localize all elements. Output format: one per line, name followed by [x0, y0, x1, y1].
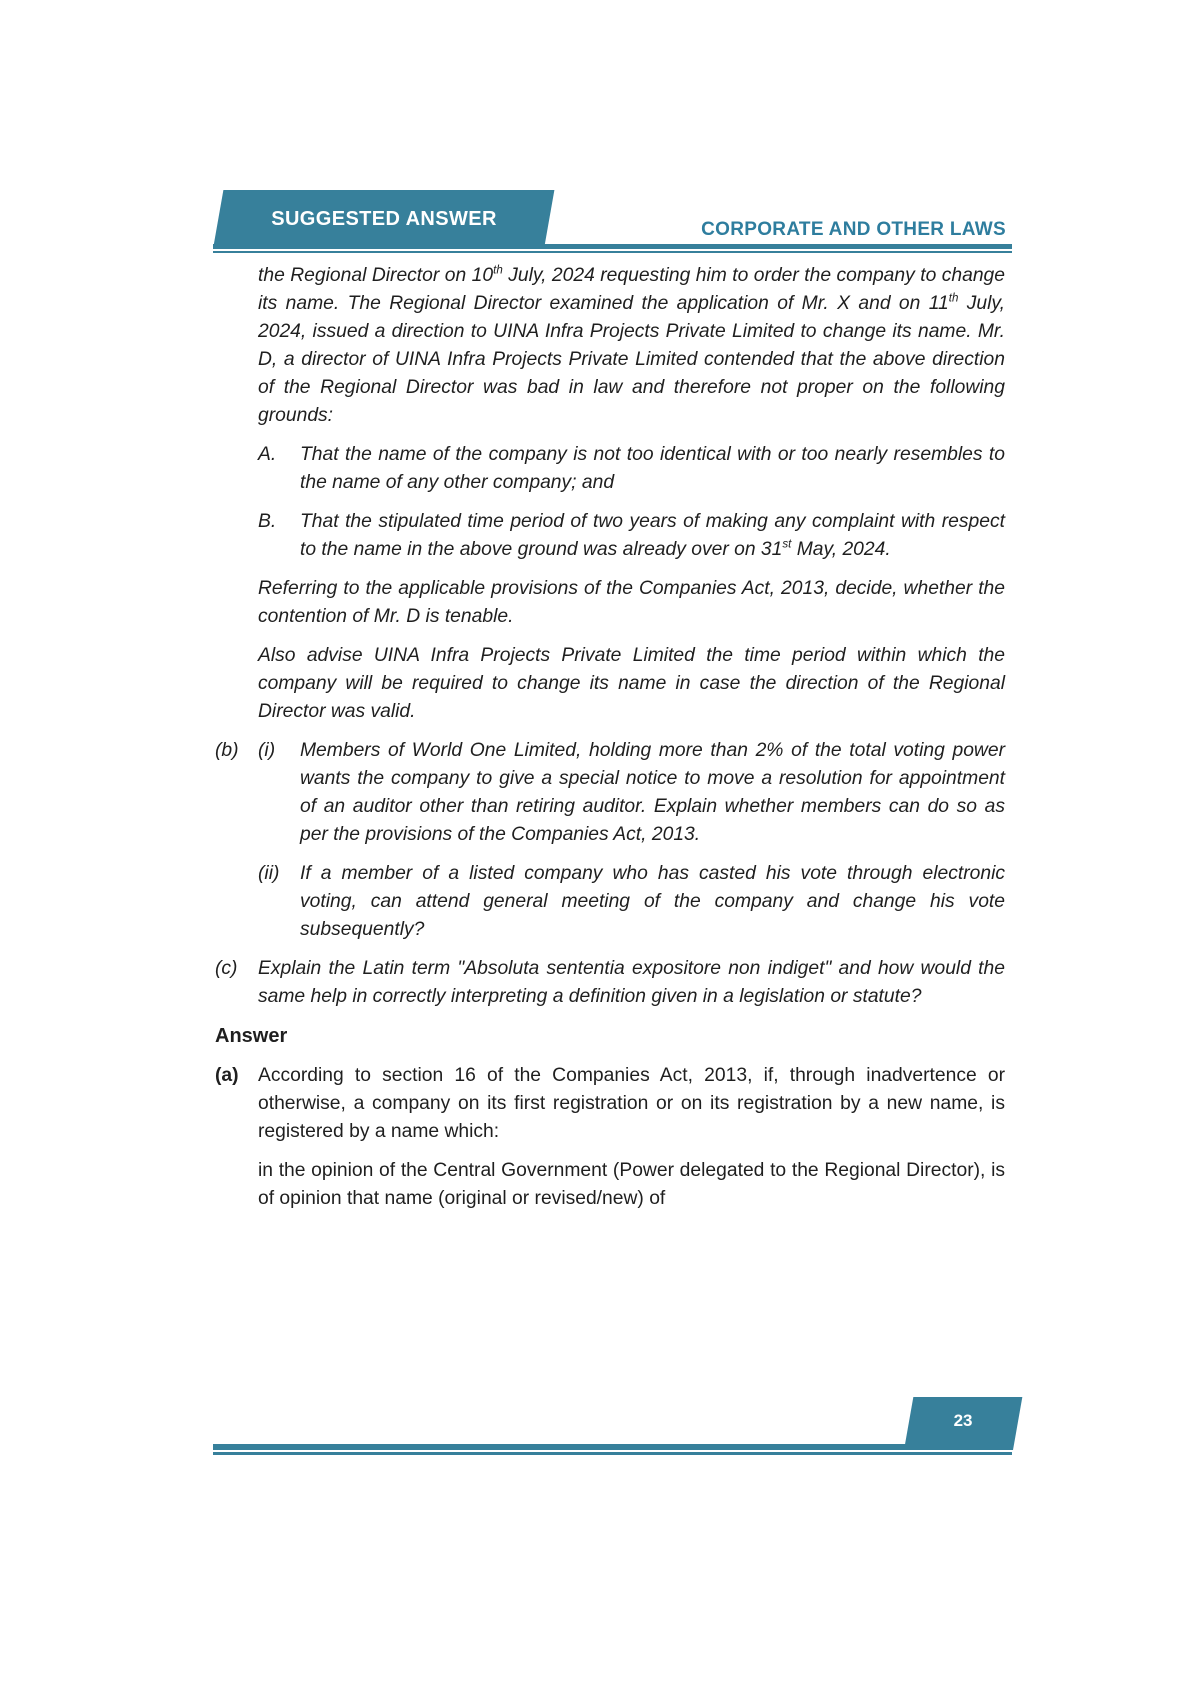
ground-item-a [258, 441, 1005, 497]
part-b-item-i [215, 737, 1005, 849]
part-c-item [215, 955, 1005, 1011]
header-rule-thin [213, 251, 1012, 253]
sub-item-marker: (i) [258, 740, 276, 761]
part-b-marker: (b) [215, 740, 239, 761]
footer-rule-thin [213, 1452, 1012, 1455]
sub-item-marker: (ii) [258, 863, 280, 884]
sub-item-text: Members of World One Limited, holding more than 2% of the total voting power wants the company to give a special notice to move a resolution for appointment of an auditor other than retiring auditor. Explain whether members can do so as per the provisions of the Companies Act, 2013. [300, 740, 1005, 845]
answer-heading: Answer [215, 1025, 288, 1047]
subject-title: CORPORATE AND OTHER LAWS [701, 219, 1006, 240]
ground-text: That the name of the company is not too identical with or too nearly resembles to the name of any other company; and [300, 444, 1005, 493]
question-paragraph-advise: Also advise UINA Infra Projects Private Limited the time period within which the company will be required to change its name in case the direction of the Regional Director was valid. [258, 645, 1005, 722]
ground-marker: B. [258, 511, 277, 532]
banner-label: SUGGESTED ANSWER [270, 208, 497, 230]
question-paragraph-referring: Referring to the applicable provisions of the Companies Act, 2013, decide, whether the contention of Mr. D is tenable. [258, 578, 1005, 627]
sub-item-text: If a member of a listed company who has casted his vote through electronic voting, can attend general meeting of the company and change his vote subsequently? [300, 863, 1005, 940]
ground-item-b [258, 508, 1005, 564]
footer-rule-thick [213, 1444, 1012, 1450]
page-content [215, 262, 1005, 1224]
indent-spacer [215, 860, 258, 944]
part-b-item-ii [215, 860, 1005, 944]
ground-text: That the stipulated time period of two years of making any complaint with respect to the name in the above ground was already over on 31st May, 2024. [300, 511, 1005, 560]
part-c-marker: (c) [215, 958, 238, 979]
ground-marker: A. [258, 444, 277, 465]
answer-part-a-text: According to section 16 of the Companies Act, 2013, if, through inadvertence or otherwise, a company on its first registration or on its registration by a new name, is registered by a name which: [258, 1065, 1005, 1142]
answer-paragraph: in the opinion of the Central Government (Power delegated to the Regional Director), is of opinion that name (original or revised/new) of [258, 1160, 1005, 1209]
answer-part-a-marker: (a) [215, 1065, 239, 1086]
suggested-answer-banner [213, 190, 554, 249]
part-c-text: Explain the Latin term "Absoluta sententia expositore non indiget" and how would the same help in correctly interpreting a definition given in a legislation or statute? [258, 958, 1005, 1007]
question-continuation-paragraph: the Regional Director on 10th July, 2024 requesting him to order the company to change its name. The Regional Director examined the application of Mr. X and on 11th July, 2024, issued a direction to UINA Infra Projects Private Limited to change its name. Mr. D, a director of UINA Infra Projects Private Limited contended that the above direction of the Regional Director was bad in law and therefore not proper on the following grounds: [258, 264, 1005, 426]
page-number: 23 [953, 1410, 973, 1430]
page-number-badge [904, 1397, 1022, 1450]
answer-part-a [215, 1062, 1005, 1146]
